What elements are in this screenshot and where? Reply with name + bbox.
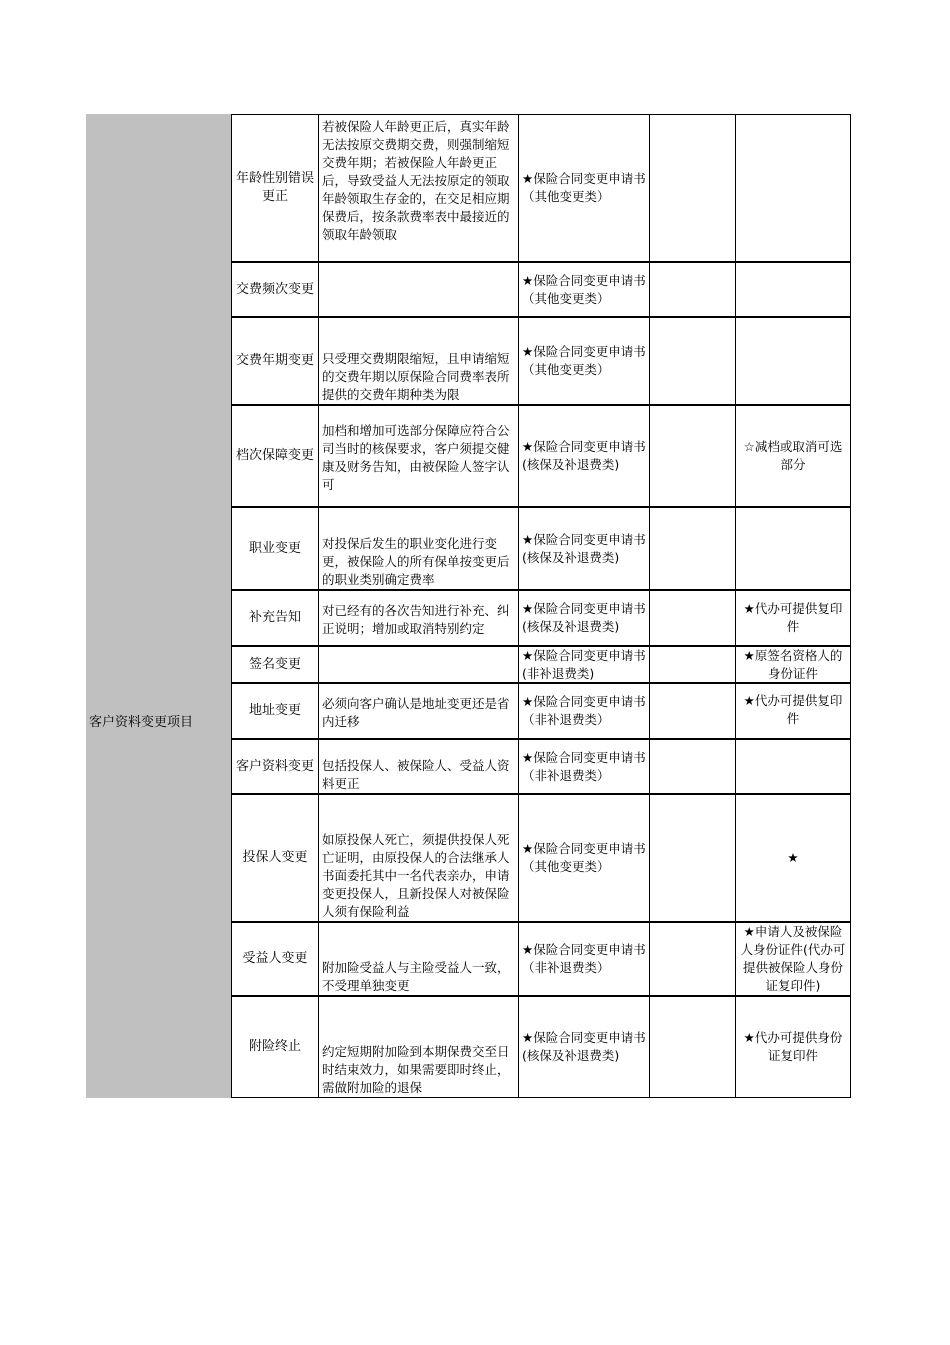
item-empty xyxy=(650,507,736,590)
group-cell-1 xyxy=(86,114,231,646)
item-empty xyxy=(650,922,736,996)
item-form: ★保险合同变更申请书(核保及补退费类) xyxy=(519,996,650,1098)
table-row xyxy=(231,646,851,683)
item-note: ★代办可提供复印件 xyxy=(736,683,851,739)
item-note xyxy=(736,114,851,262)
item-form: ★保险合同变更申请书(核保及补退费类) xyxy=(519,507,650,590)
item-empty xyxy=(650,646,736,683)
item-note: ★ xyxy=(736,794,851,922)
item-name: 投保人变更 xyxy=(231,794,319,922)
item-description xyxy=(319,646,519,683)
item-description: 若被保险人年龄更正后，真实年龄无法按原交费期交费，则强制缩短交费年期；若被保险人年龄更正后，导致受益人无法按原定的领取年龄领取生存金的，在交足相应期保费后，按条款费率表中最接近的领取年龄领取 xyxy=(319,114,519,262)
item-form: ★保险合同变更申请书（非补退费类） xyxy=(519,739,650,794)
table-row xyxy=(231,405,851,507)
item-name: 档次保障变更 xyxy=(231,405,319,507)
item-form: ★保险合同变更申请书（其他变更类） xyxy=(519,317,650,405)
item-name: 受益人变更 xyxy=(231,922,319,996)
item-form: ★保险合同变更申请书(非补退费类) xyxy=(519,646,650,683)
item-empty xyxy=(650,739,736,794)
item-description: 包括投保人、被保险人、受益人资料更正 xyxy=(319,739,519,794)
item-note: ★代办可提供身份证复印件 xyxy=(736,996,851,1098)
item-note xyxy=(736,317,851,405)
item-empty xyxy=(650,996,736,1098)
item-empty xyxy=(650,794,736,922)
item-name: 附险终止 xyxy=(231,996,319,1098)
item-name: 交费频次变更 xyxy=(231,262,319,317)
item-description: 必须向客户确认是地址变更还是省内迁移 xyxy=(319,683,519,739)
table-row xyxy=(231,739,851,794)
item-note: ★代办可提供复印件 xyxy=(736,590,851,646)
item-name: 职业变更 xyxy=(231,507,319,590)
item-description: 对已经有的各次告知进行补充、纠正说明；增加或取消特别约定 xyxy=(319,590,519,646)
item-note xyxy=(736,507,851,590)
item-note: ★申请人及被保险人身份证件(代办可提供被保险人身份证复印件) xyxy=(736,922,851,996)
item-empty xyxy=(650,590,736,646)
item-empty xyxy=(650,317,736,405)
item-empty xyxy=(650,262,736,317)
item-empty xyxy=(650,114,736,262)
item-description: 对投保后发生的职业变化进行变更，被保险人的所有保单按变更后的职业类别确定费率 xyxy=(319,507,519,590)
item-name: 补充告知 xyxy=(231,590,319,646)
item-description: 约定短期附加险到本期保费交至日时结束效力，如果需要即时终止，需做附加险的退保 xyxy=(319,996,519,1098)
table-row xyxy=(231,507,851,590)
item-name: 年龄性别错误更正 xyxy=(231,114,319,262)
item-empty xyxy=(650,683,736,739)
table-row xyxy=(231,794,851,922)
item-name: 客户资料变更 xyxy=(231,739,319,794)
item-name: 交费年期变更 xyxy=(231,317,319,405)
item-description: 只受理交费期限缩短，且申请缩短的交费年期以原保险合同费率表所提供的交费年期种类为限 xyxy=(319,317,519,405)
item-form: ★保险合同变更申请书（其他变更类） xyxy=(519,114,650,262)
item-note: ★原签名资格人的身份证件 xyxy=(736,646,851,683)
item-form: ★保险合同变更申请书(核保及补退费类) xyxy=(519,590,650,646)
table-row xyxy=(231,922,851,996)
item-note xyxy=(736,739,851,794)
item-description: 附加险受益人与主险受益人一致，不受理单独变更 xyxy=(319,922,519,996)
group-label-customer-info: 客户资料变更项目 xyxy=(89,714,194,730)
item-form: ★保险合同变更申请书(核保及补退费类) xyxy=(519,405,650,507)
table-row xyxy=(231,262,851,317)
item-description: 加档和增加可选部分保障应符合公司当时的核保要求，客户须提交健康及财务告知，由被保险人签字认可 xyxy=(319,405,519,507)
item-empty xyxy=(650,405,736,507)
table-row xyxy=(231,317,851,405)
table-row xyxy=(231,114,851,262)
item-form: ★保险合同变更申请书（其他变更类） xyxy=(519,262,650,317)
item-description: 如原投保人死亡，须提供投保人死亡证明，由原投保人的合法继承人书面委托其中一名代表亲办，申请变更投保人，且新投保人对被保险人须有保险利益 xyxy=(319,794,519,922)
item-note xyxy=(736,262,851,317)
item-form: ★保险合同变更申请书（非补退费类） xyxy=(519,922,650,996)
item-name: 签名变更 xyxy=(231,646,319,683)
policy-change-table xyxy=(86,114,851,1098)
table-row xyxy=(231,683,851,739)
item-name: 地址变更 xyxy=(231,683,319,739)
item-form: ★保险合同变更申请书（非补退费类） xyxy=(519,683,650,739)
item-note: ☆减档或取消可选部分 xyxy=(736,405,851,507)
table-row xyxy=(231,996,851,1098)
group-cell-3 xyxy=(86,794,231,1098)
table-row xyxy=(231,590,851,646)
item-description xyxy=(319,262,519,317)
item-form: ★保险合同变更申请书（其他变更类） xyxy=(519,794,650,922)
